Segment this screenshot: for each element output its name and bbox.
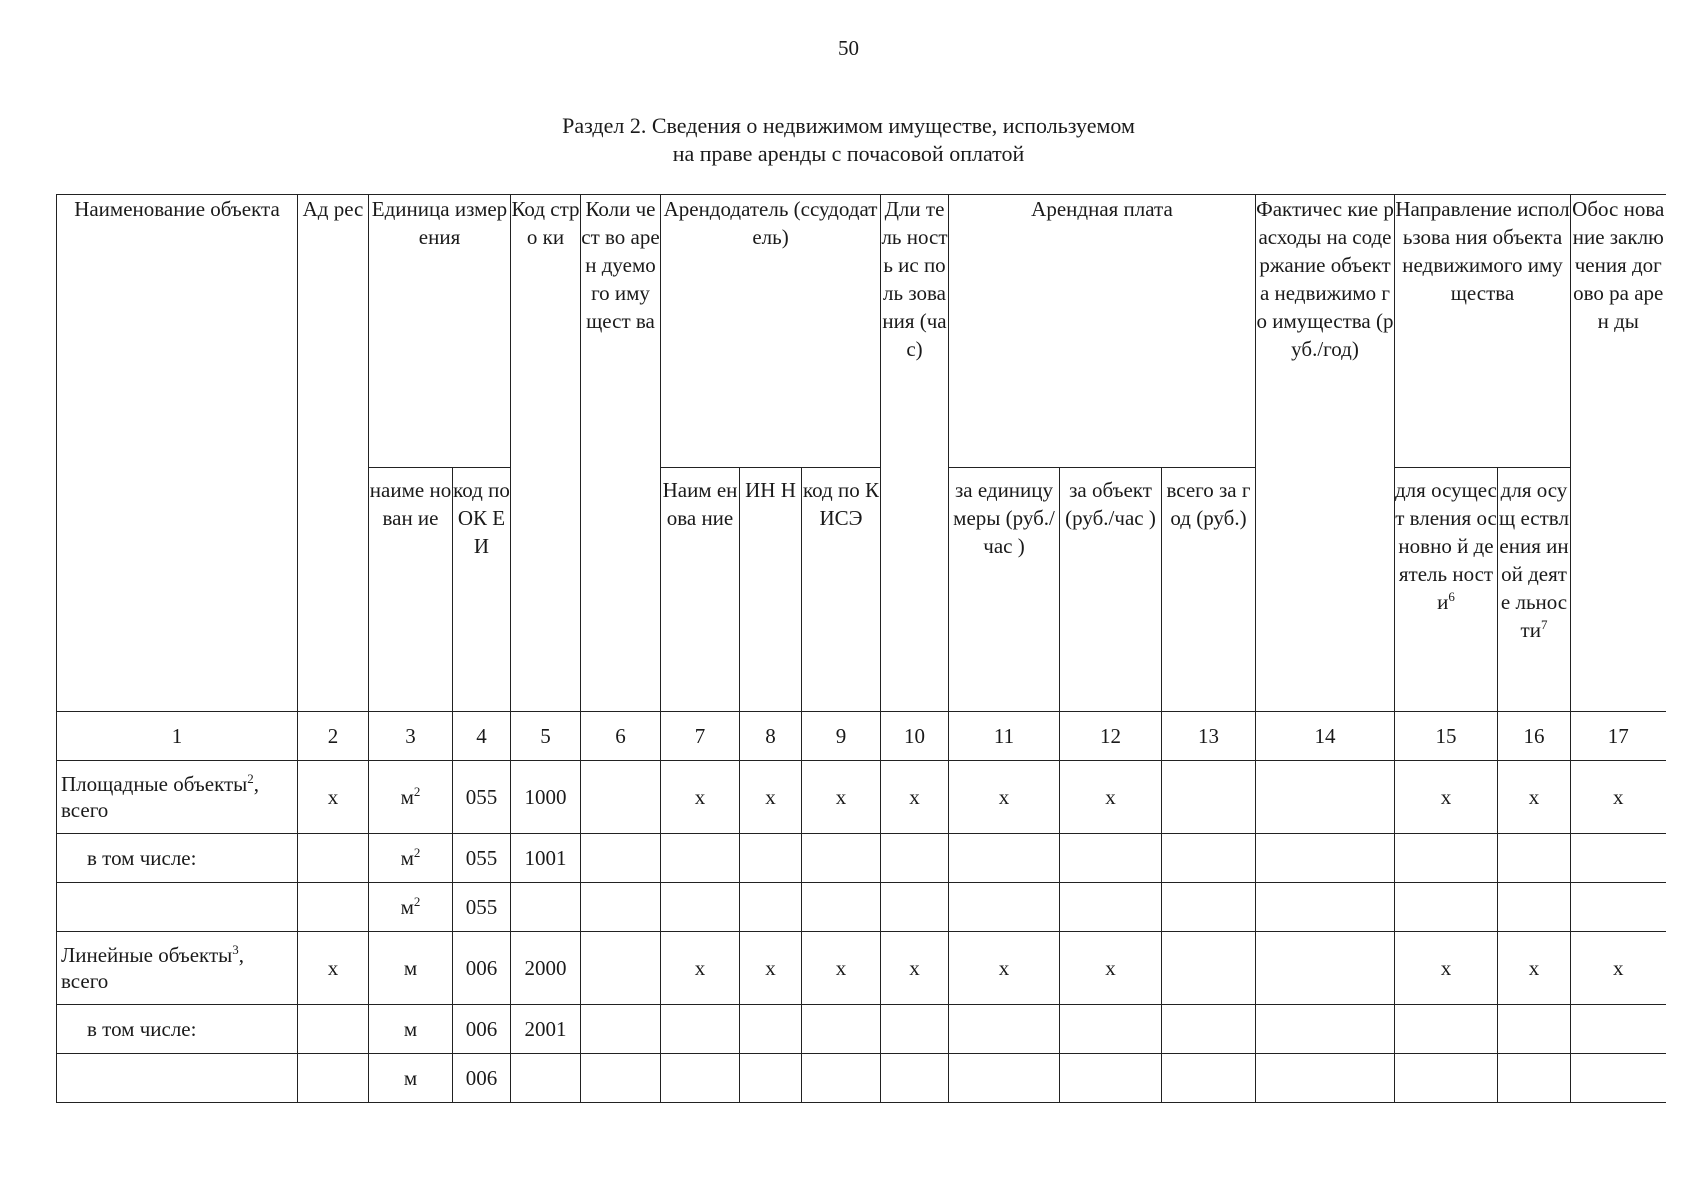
cell-lessor-name [661, 1054, 740, 1103]
column-number: 10 [881, 712, 949, 761]
column-number: 14 [1256, 712, 1395, 761]
cell-rent-object [1060, 1054, 1162, 1103]
cell-usage-other: x [1498, 761, 1571, 834]
cell-lessor-kise [802, 834, 881, 883]
column-number: 7 [661, 712, 740, 761]
header-duration: Дли тель ность ис поль зова ния (час) [881, 195, 949, 712]
cell-line-code: 2000 [511, 932, 581, 1005]
cell-usage-other: x [1498, 932, 1571, 1005]
cell-lessor-inn [740, 883, 802, 932]
cell-justification [1571, 1054, 1666, 1103]
cell-rent-object: x [1060, 761, 1162, 834]
header-address: Ад рес [298, 195, 369, 712]
cell-address [298, 1005, 369, 1054]
table-row [57, 1054, 1666, 1103]
cell-rent-unit [949, 834, 1060, 883]
cell-line-code [511, 1054, 581, 1103]
header-lessor-name: Наим енова ние [661, 468, 740, 712]
cell-rent-year [1162, 761, 1256, 834]
column-number: 4 [453, 712, 511, 761]
cell-duration: x [881, 761, 949, 834]
cell-duration [881, 834, 949, 883]
column-number: 2 [298, 712, 369, 761]
cell-okei: 055 [453, 761, 511, 834]
cell-justification: x [1571, 932, 1666, 1005]
header-object-name: Наименование объекта [57, 195, 298, 712]
column-number: 12 [1060, 712, 1162, 761]
cell-quantity [581, 761, 661, 834]
column-number: 5 [511, 712, 581, 761]
table-row [57, 932, 1666, 1005]
cell-lessor-kise [802, 1005, 881, 1054]
cell-lessor-name: x [661, 761, 740, 834]
column-number: 11 [949, 712, 1060, 761]
cell-rent-year [1162, 1005, 1256, 1054]
cell-usage-main [1395, 1005, 1498, 1054]
cell-line-code: 1000 [511, 761, 581, 834]
cell-unit: м [369, 932, 453, 1005]
header-unit-name: наиме нован ие [369, 468, 453, 712]
header-unit-okei: код по ОК ЕИ [453, 468, 511, 712]
cell-okei: 055 [453, 834, 511, 883]
section-title-line2: на праве аренды с почасовой оплатой [672, 141, 1025, 166]
cell-rent-unit: x [949, 761, 1060, 834]
cell-rent-object [1060, 834, 1162, 883]
cell-line-code: 1001 [511, 834, 581, 883]
header-rent-year: всего за год (руб.) [1162, 468, 1256, 712]
header-line-code: Код стро ки [511, 195, 581, 712]
cell-okei: 006 [453, 932, 511, 1005]
cell-duration: x [881, 932, 949, 1005]
cell-unit: м [369, 1005, 453, 1054]
cell-lessor-name: x [661, 932, 740, 1005]
cell-quantity [581, 1054, 661, 1103]
cell-lessor-inn [740, 834, 802, 883]
cell-address [298, 834, 369, 883]
cell-justification [1571, 834, 1666, 883]
cell-quantity [581, 1005, 661, 1054]
cell-unit: $м^2$ [369, 883, 453, 932]
page-number: 50 [838, 36, 859, 60]
header-rent-object: за объект (руб./час ) [1060, 468, 1162, 712]
section-title [0, 112, 1697, 168]
column-number-row [57, 712, 1666, 761]
cell-usage-main: x [1395, 932, 1498, 1005]
column-number: 8 [740, 712, 802, 761]
section-title-line1: Раздел 2. Сведения о недвижимом имуществе, используемом [562, 113, 1135, 138]
cell-usage-main [1395, 1054, 1498, 1103]
cell-usage-main: x [1395, 761, 1498, 834]
cell-lessor-inn [740, 1054, 802, 1103]
table-row [57, 761, 1666, 834]
cell-rent-unit: x [949, 932, 1060, 1005]
table-row [57, 1005, 1666, 1054]
header-expenses: Фактичес кие расходы на содержание объекта недвижимо го имущества (руб./год) [1256, 195, 1395, 712]
cell-expenses [1256, 932, 1395, 1005]
cell-lessor-name [661, 834, 740, 883]
cell-rent-year [1162, 834, 1256, 883]
cell-usage-other [1498, 1005, 1571, 1054]
cell-lessor-inn: x [740, 761, 802, 834]
cell-rent-object [1060, 883, 1162, 932]
cell-duration [881, 1005, 949, 1054]
row-name: в том числе: [57, 834, 298, 883]
cell-lessor-kise: x [802, 761, 881, 834]
cell-rent-year [1162, 883, 1256, 932]
cell-address [298, 1054, 369, 1103]
cell-address: x [298, 932, 369, 1005]
column-number: 3 [369, 712, 453, 761]
cell-line-code: 2001 [511, 1005, 581, 1054]
cell-quantity [581, 834, 661, 883]
column-number: 17 [1571, 712, 1666, 761]
cell-okei: 006 [453, 1005, 511, 1054]
cell-lessor-inn [740, 1005, 802, 1054]
cell-quantity [581, 932, 661, 1005]
table-row [57, 834, 1666, 883]
table-row [57, 883, 1666, 932]
cell-usage-main [1395, 883, 1498, 932]
cell-justification [1571, 883, 1666, 932]
header-justification: Обос нова ние заклю чения догово ра арен ды [1571, 195, 1666, 712]
cell-rent-unit [949, 1054, 1060, 1103]
header-usage: Направление использова ния объекта недвижимого имущества [1395, 195, 1571, 468]
cell-rent-year [1162, 932, 1256, 1005]
cell-line-code [511, 883, 581, 932]
cell-okei: 006 [453, 1054, 511, 1103]
cell-expenses [1256, 834, 1395, 883]
header-usage-other: для осущ ествл ения иной деяте льнос $ти^7$ [1498, 468, 1571, 712]
row-name: Линейные объекты$^3$, всего [57, 932, 298, 1005]
cell-usage-other [1498, 1054, 1571, 1103]
cell-unit: м [369, 1054, 453, 1103]
column-number: 13 [1162, 712, 1256, 761]
cell-quantity [581, 883, 661, 932]
column-number: 16 [1498, 712, 1571, 761]
column-number: 1 [57, 712, 298, 761]
cell-lessor-kise: x [802, 932, 881, 1005]
cell-lessor-kise [802, 883, 881, 932]
header-quantity: Коли чест во арен дуемо го иму щест ва [581, 195, 661, 712]
cell-lessor-name [661, 1005, 740, 1054]
column-number: 6 [581, 712, 661, 761]
column-number: 9 [802, 712, 881, 761]
cell-usage-other [1498, 834, 1571, 883]
header-rent: Арендная плата [949, 195, 1256, 468]
cell-lessor-inn: x [740, 932, 802, 1005]
cell-rent-year [1162, 1054, 1256, 1103]
cell-rent-unit [949, 883, 1060, 932]
cell-rent-object [1060, 1005, 1162, 1054]
cell-unit: $м^2$ [369, 834, 453, 883]
cell-rent-unit [949, 1005, 1060, 1054]
cell-address [298, 883, 369, 932]
cell-expenses [1256, 1005, 1395, 1054]
cell-unit: $м^2$ [369, 761, 453, 834]
cell-expenses [1256, 761, 1395, 834]
cell-usage-other [1498, 883, 1571, 932]
rental-property-table [56, 194, 1666, 1103]
header-usage-main: для осущест вления основно й деятель ности$^6$ [1395, 468, 1498, 712]
header-rent-unit: за единицу меры (руб./час ) [949, 468, 1060, 712]
row-name [57, 883, 298, 932]
row-name: в том числе: [57, 1005, 298, 1054]
cell-lessor-name [661, 883, 740, 932]
cell-duration [881, 1054, 949, 1103]
header-lessor-kise: код по КИСЭ [802, 468, 881, 712]
column-number: 15 [1395, 712, 1498, 761]
cell-lessor-kise [802, 1054, 881, 1103]
cell-expenses [1256, 883, 1395, 932]
cell-usage-main [1395, 834, 1498, 883]
cell-justification [1571, 1005, 1666, 1054]
header-lessor: Арендодатель (ссудодатель) [661, 195, 881, 468]
row-name [57, 1054, 298, 1103]
header-unit: Единица измерения [369, 195, 511, 468]
cell-address: x [298, 761, 369, 834]
cell-rent-object: x [1060, 932, 1162, 1005]
cell-duration [881, 883, 949, 932]
cell-expenses [1256, 1054, 1395, 1103]
cell-okei: 055 [453, 883, 511, 932]
header-lessor-inn: ИН Н [740, 468, 802, 712]
cell-justification: x [1571, 761, 1666, 834]
row-name: Площадные объекты$^2$, всего [57, 761, 298, 834]
